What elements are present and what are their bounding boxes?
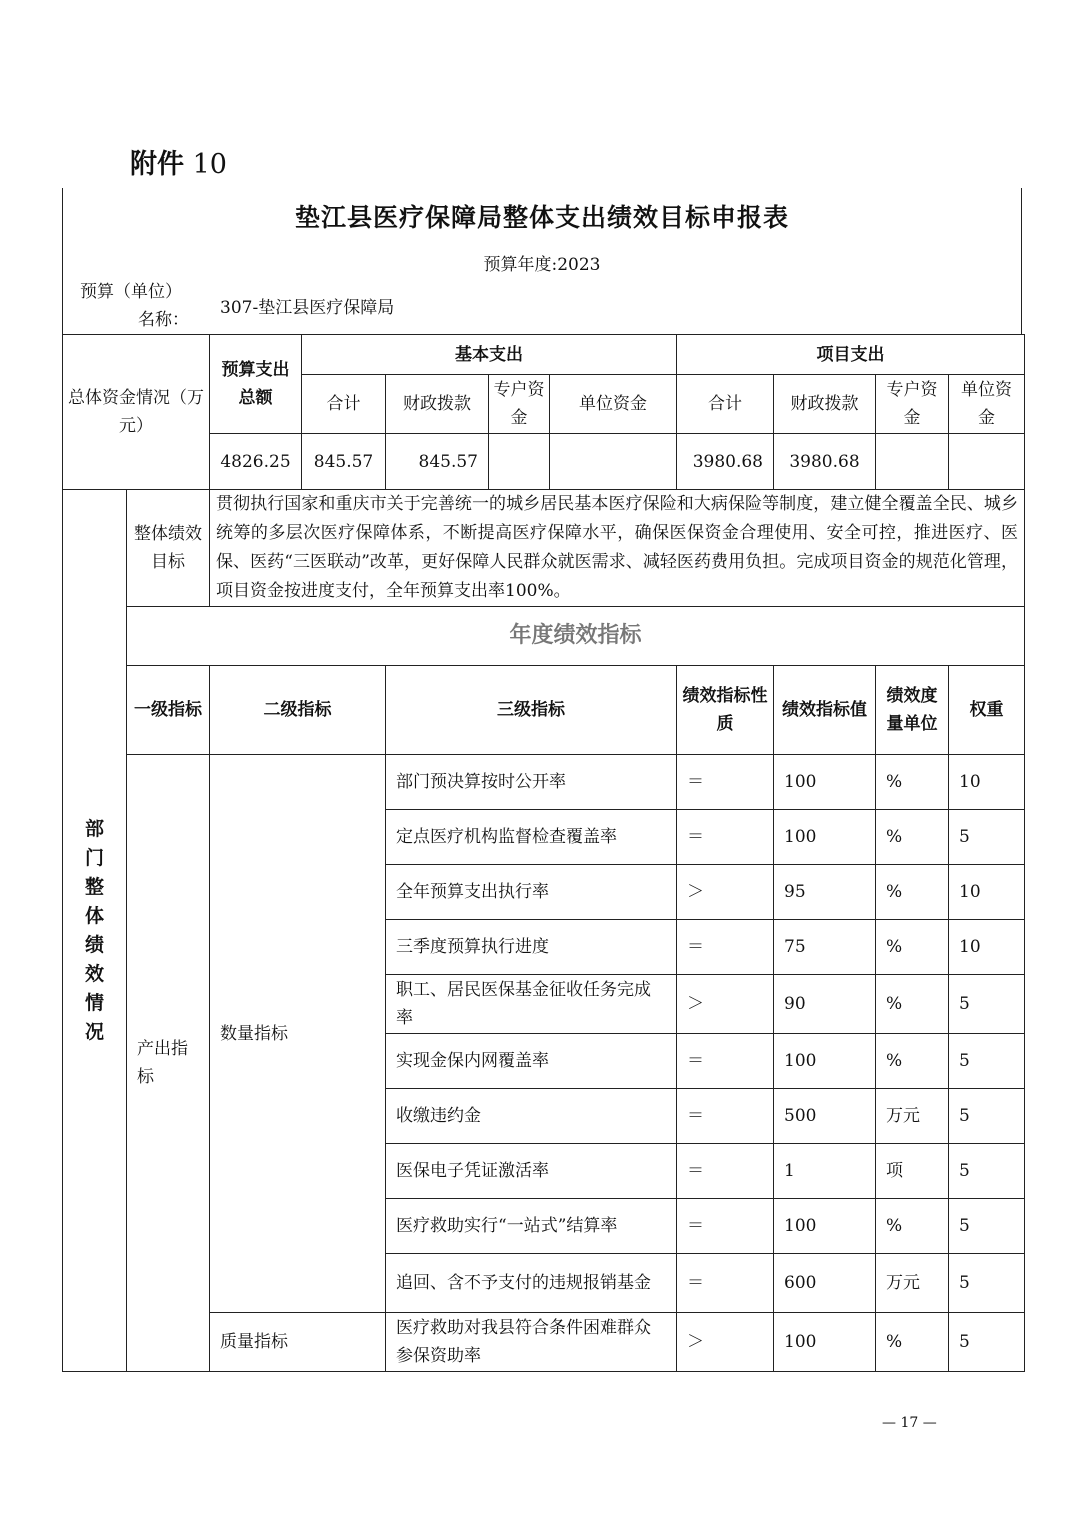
basic-unit-header: 单位资金 [550, 375, 677, 434]
indicator-unit: % [876, 1313, 949, 1372]
indicator-op: ＞ [677, 865, 774, 920]
indicator-unit: % [876, 810, 949, 865]
project-header: 项目支出 [677, 335, 1025, 375]
indicator-value: 100 [774, 810, 876, 865]
project-special-value [876, 434, 949, 490]
project-total-header: 合计 [677, 375, 774, 434]
level2-quantity: 数量指标 [210, 755, 386, 1313]
overall-goal-text: 贯彻执行国家和重庆市关于完善统一的城乡居民基本医疗保险和大病保险等制度，建立健全覆盖全民、城乡统筹的多层次医疗保障体系，不断提高医疗保障水平，确保医保资金合理使用、安全可控，推进医疗、医保、医药“三医联动”改革，更好保障人民群众就医需求、减轻医药费用负担。完成项目资金的规范化管理，项目资金按进度支付，全年预算支出率100%。 [210, 490, 1025, 607]
total-header: 预算支出总额 [210, 335, 302, 434]
indicator-weight: 10 [949, 755, 1025, 810]
project-unit-value [949, 434, 1025, 490]
indicator-value: 100 [774, 1199, 876, 1254]
indicator-op: ＝ [677, 1034, 774, 1089]
indicator-name: 三季度预算执行进度 [386, 920, 677, 975]
value-header: 绩效指标值 [774, 666, 876, 755]
indicator-weight: 5 [949, 1144, 1025, 1199]
indicator-name: 实现金保内网覆盖率 [386, 1034, 677, 1089]
indicator-weight: 5 [949, 1254, 1025, 1313]
unit-label: 预算（单位） 名称： [80, 282, 189, 330]
project-fiscal-header: 财政拨款 [774, 375, 876, 434]
indicator-op: ＞ [677, 975, 774, 1034]
indicator-unit: % [876, 920, 949, 975]
basic-special-value [489, 434, 550, 490]
indicator-op: ＞ [677, 1313, 774, 1372]
overall-goal-label: 整体绩效目标 [127, 490, 210, 607]
indicator-weight: 10 [949, 920, 1025, 975]
indicator-unit: 万元 [876, 1089, 949, 1144]
performance-table [62, 334, 1025, 1372]
indicator-weight: 5 [949, 975, 1025, 1034]
indicator-unit: % [876, 865, 949, 920]
indicator-value: 1 [774, 1144, 876, 1199]
basic-total-header: 合计 [302, 375, 386, 434]
weight-header: 权重 [949, 666, 1025, 755]
basic-header: 基本支出 [302, 335, 677, 375]
table-row [63, 755, 1025, 810]
basic-fiscal-value: 845.57 [386, 434, 489, 490]
indicator-name: 全年预算支出执行率 [386, 865, 677, 920]
indicator-op: ＝ [677, 810, 774, 865]
indicator-value: 100 [774, 1034, 876, 1089]
indicator-name: 医疗救助对我县符合条件困难群众参保资助率 [386, 1313, 677, 1372]
indicator-op: ＝ [677, 1144, 774, 1199]
basic-total-value: 845.57 [302, 434, 386, 490]
indicator-unit: % [876, 755, 949, 810]
page-number: — 17 — [882, 1415, 937, 1431]
indicator-weight: 5 [949, 810, 1025, 865]
indicator-name: 职工、居民医保基金征收任务完成率 [386, 975, 677, 1034]
indicator-unit: 项 [876, 1144, 949, 1199]
indicator-value: 600 [774, 1254, 876, 1313]
indicator-weight: 5 [949, 1089, 1025, 1144]
indicator-weight: 5 [949, 1199, 1025, 1254]
basic-special-header: 专户资金 [489, 375, 550, 434]
project-unit-header: 单位资金 [949, 375, 1025, 434]
indicator-value: 100 [774, 755, 876, 810]
project-total-value: 3980.68 [677, 434, 774, 490]
indicator-name: 医保电子凭证激活率 [386, 1144, 677, 1199]
dept-performance-label [63, 490, 127, 1372]
indicator-op: ＝ [677, 1089, 774, 1144]
indicator-unit: % [876, 1199, 949, 1254]
indicator-value: 90 [774, 975, 876, 1034]
indicator-unit: % [876, 975, 949, 1034]
level1-output: 产出指标 [127, 755, 210, 1372]
level2-quality: 质量指标 [210, 1313, 386, 1372]
indicator-name: 定点医疗机构监督检查覆盖率 [386, 810, 677, 865]
annual-indicators-title: 年度绩效指标 [127, 607, 1025, 666]
basic-fiscal-header: 财政拨款 [386, 375, 489, 434]
indicator-weight: 5 [949, 1313, 1025, 1372]
indicator-op: ＝ [677, 1254, 774, 1313]
basic-unit-value [550, 434, 677, 490]
indicator-value: 500 [774, 1089, 876, 1144]
indicator-name: 收缴违约金 [386, 1089, 677, 1144]
project-fiscal-value: 3980.68 [774, 434, 876, 490]
indicator-name: 部门预决算按时公开率 [386, 755, 677, 810]
indicator-weight: 5 [949, 1034, 1025, 1089]
attachment-label: 附件 10 [130, 149, 227, 180]
indicator-unit: 万元 [876, 1254, 949, 1313]
funds-row-label: 总体资金情况（万元） [63, 335, 210, 490]
dept-label-text: 部门整体绩效情况 [84, 817, 104, 1043]
form-title: 垫江县医疗保障局整体支出绩效目标申报表 [294, 203, 789, 232]
indicator-weight: 10 [949, 865, 1025, 920]
indicator-op: ＝ [677, 755, 774, 810]
indicator-op: ＝ [677, 920, 774, 975]
project-special-header: 专户资金 [876, 375, 949, 434]
level2-header: 二级指标 [210, 666, 386, 755]
unit-header: 绩效度量单位 [876, 666, 949, 755]
budget-year: 预算年度:2023 [483, 255, 601, 275]
level3-header: 三级指标 [386, 666, 677, 755]
total-value: 4826.25 [210, 434, 302, 490]
nature-header: 绩效指标性质 [677, 666, 774, 755]
indicator-value: 95 [774, 865, 876, 920]
level1-header: 一级指标 [127, 666, 210, 755]
indicator-unit: % [876, 1034, 949, 1089]
indicator-value: 75 [774, 920, 876, 975]
unit-value: 307-垫江县医疗保障局 [220, 298, 395, 318]
indicator-name: 追回、含不予支付的违规报销基金 [386, 1254, 677, 1313]
indicator-name: 医疗救助实行“一站式”结算率 [386, 1199, 677, 1254]
indicator-op: ＝ [677, 1199, 774, 1254]
indicator-value: 100 [774, 1313, 876, 1372]
